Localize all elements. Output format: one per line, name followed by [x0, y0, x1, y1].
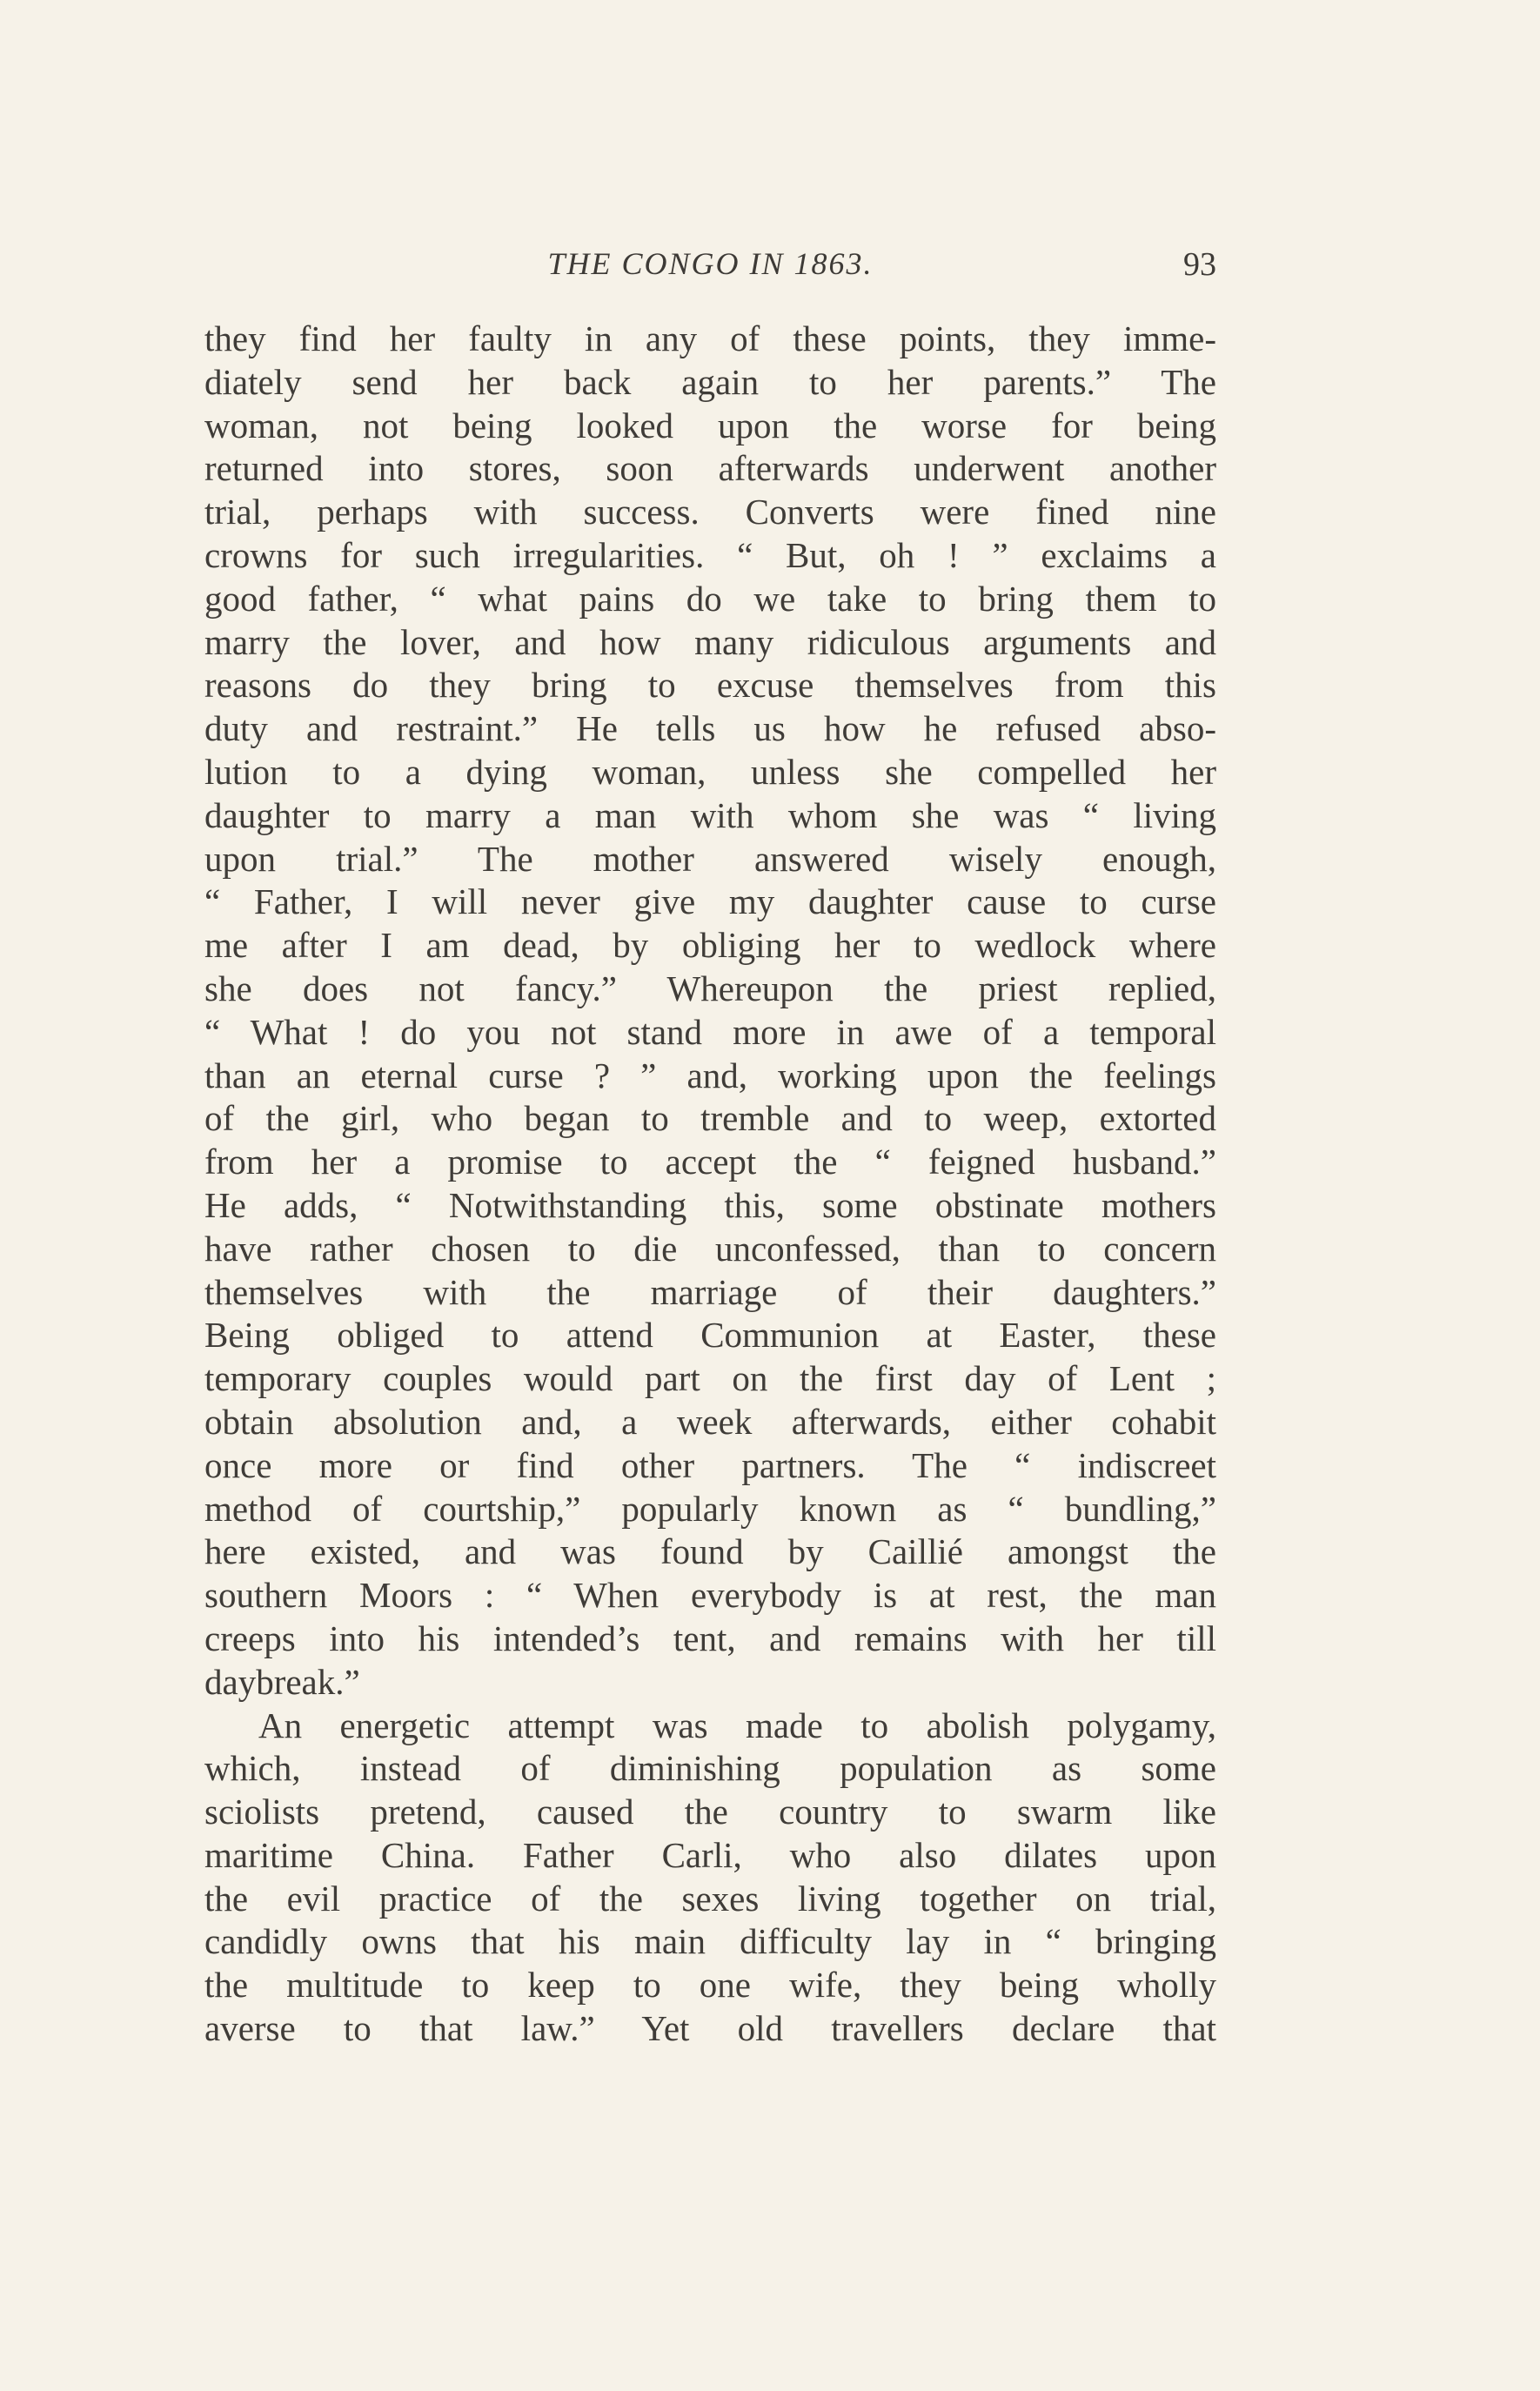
running-title: THE CONGO IN 1863. [547, 246, 874, 281]
text-line: daughter to marry a man with whom she was “ living [204, 794, 1216, 835]
text-line: upon trial.” The mother answered wisely enough, [204, 838, 1216, 879]
text-line: “ What ! do you not stand more in awe of a temporal [204, 1011, 1216, 1052]
text-line: daybreak.” [204, 1661, 360, 1702]
text-line: here existed, and was found by Caillié amongst the [204, 1531, 1216, 1572]
text-line: sciolists pretend, caused the country to swarm like [204, 1792, 1216, 1832]
paragraph [204, 1705, 1216, 2051]
text-line: He adds, “ Notwithstanding this, some obstinate mothers [204, 1184, 1216, 1225]
text-line: obtain absolution and, a week afterwards, either cohabit [204, 1401, 1216, 1442]
text-line: the evil practice of the sexes living together on trial, [204, 1878, 1216, 1919]
text-line: method of courtship,” popularly known as “ bundling,” [204, 1488, 1216, 1529]
text-line: duty and restraint.” He tells us how he refused abso- [204, 708, 1216, 749]
page-header [204, 245, 1216, 298]
text-line: returned into stores, soon afterwards underwent another [204, 448, 1216, 489]
paragraph [204, 318, 1216, 1705]
text-line: candidly owns that his main difficulty lay in “ bringing [204, 1921, 1216, 1962]
text-line: An energetic attempt was made to abolish polygamy, [258, 1705, 1216, 1745]
text-line: reasons do they bring to excuse themselves from this [204, 665, 1216, 706]
text-line: diately send her back again to her parents.” The [204, 361, 1216, 402]
text-line: lution to a dying woman, unless she compelled her [204, 751, 1216, 792]
text-line: they find her faulty in any of these points, they imme- [204, 318, 1216, 358]
text-line: trial, perhaps with success. Converts were fined nine [204, 492, 1216, 532]
text-line: maritime China. Father Carli, who also dilates upon [204, 1834, 1216, 1875]
text-line: have rather chosen to die unconfessed, than to concern [204, 1228, 1216, 1269]
text-line: than an eternal curse ? ” and, working upon the feelings [204, 1055, 1216, 1095]
text-line: from her a promise to accept the “ feigned husband.” [204, 1142, 1216, 1182]
text-line: the multitude to keep to one wife, they being wholly [204, 1965, 1216, 2006]
page-number: 93 [1183, 246, 1216, 283]
text-line: woman, not being looked upon the worse for being [204, 405, 1216, 445]
text-line: Being obliged to attend Communion at Easter, these [204, 1315, 1216, 1356]
text-line: marry the lover, and how many ridiculous arguments and [204, 621, 1216, 662]
text-line: averse to that law.” Yet old travellers declare that [204, 2008, 1216, 2049]
text-line: which, instead of diminishing population as some [204, 1748, 1216, 1789]
text-line: themselves with the marriage of their daughters.” [204, 1271, 1216, 1312]
text-line: of the girl, who began to tremble and to weep, extorted [204, 1098, 1216, 1139]
body-text [204, 318, 1216, 2051]
text-line: she does not fancy.” Whereupon the priest replied, [204, 968, 1216, 1008]
text-line: creeps into his intended’s tent, and remains with her till [204, 1617, 1216, 1658]
text-line: good father, “ what pains do we take to bring them to [204, 578, 1216, 619]
text-line: temporary couples would part on the first day of Lent ; [204, 1358, 1216, 1399]
text-line: crowns for such irregularities. “ But, oh ! ” exclaims a [204, 534, 1216, 575]
text-line: once more or find other partners. The “ indiscreet [204, 1444, 1216, 1485]
text-line: me after I am dead, by obliging her to wedlock where [204, 925, 1216, 966]
text-line: southern Moors : “ When everybody is at rest, the man [204, 1575, 1216, 1616]
text-line: “ Father, I will never give my daughter cause to curse [204, 881, 1216, 922]
